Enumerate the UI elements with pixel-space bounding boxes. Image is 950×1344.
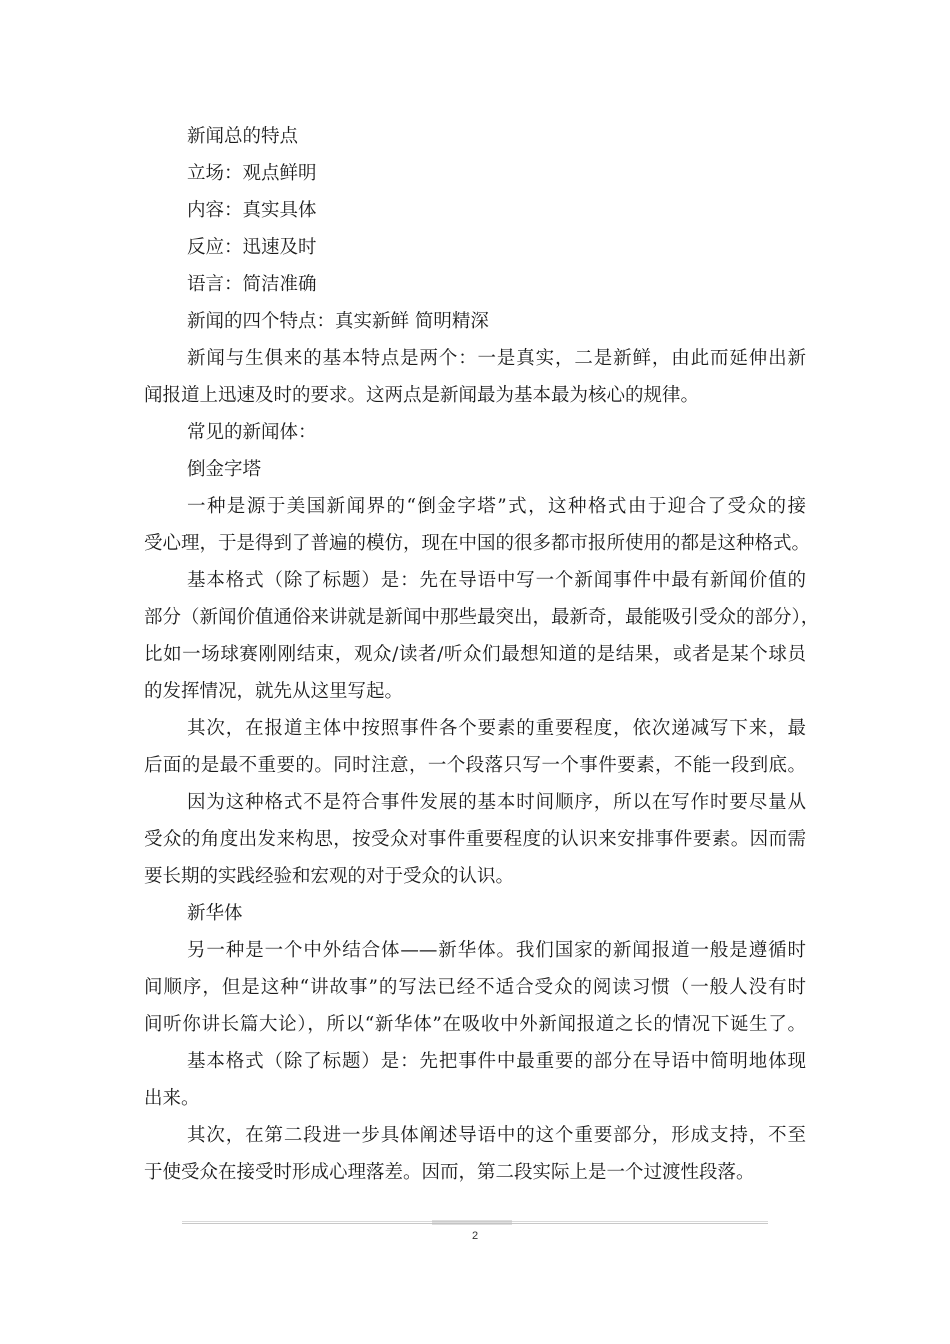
- paragraph-line: 比如一场球赛刚刚结束，观众/读者/听众们最想知道的是结果，或者是某个球员: [144, 644, 806, 665]
- heading-xinhua-style: 新华体: [187, 903, 243, 924]
- feature-stance: 立场：观点鲜明: [187, 163, 317, 184]
- paragraph-line: 其次，在报道主体中按照事件各个要素的重要程度，依次递减写下来，最: [187, 718, 806, 739]
- paragraph-line: 一种是源于美国新闻界的“倒金字塔”式，这种格式由于迎合了受众的接: [187, 496, 806, 517]
- heading-common-styles: 常见的新闻体：: [187, 422, 317, 443]
- footer-divider: [182, 1221, 768, 1224]
- paragraph-line: 闻报道上迅速及时的要求。这两点是新闻最为基本最为核心的规律。: [144, 385, 700, 406]
- footer-divider-accent: [432, 1220, 512, 1225]
- paragraph-line: 出来。: [144, 1088, 200, 1109]
- paragraph-line: 受众的角度出发来构思，按受众对事件重要程度的认识来安排事件要素。因而需: [144, 829, 806, 850]
- page-number: 2: [471, 1230, 479, 1242]
- document-body: [144, 118, 820, 1191]
- heading-news-features: 新闻总的特点: [187, 126, 299, 147]
- paragraph-line: 因为这种格式不是符合事件发展的基本时间顺序，所以在写作时要尽量从: [187, 792, 806, 813]
- heading-inverted-pyramid: 倒金字塔: [187, 459, 262, 480]
- paragraph-line: 受心理，于是得到了普遍的模仿，现在中国的很多都市报所使用的都是这种格式。: [144, 533, 811, 554]
- paragraph-line: 基本格式（除了标题）是：先把事件中最重要的部分在导语中简明地体现: [187, 1051, 806, 1072]
- feature-language: 语言：简洁准确: [187, 274, 317, 295]
- four-features-line: 新闻的四个特点：真实新鲜 简明精深: [187, 311, 489, 332]
- paragraph-line: 其次，在第二段进一步具体阐述导语中的这个重要部分，形成支持，不至: [187, 1125, 806, 1146]
- paragraph-line: 要长期的实践经验和宏观的对于受众的认识。: [144, 866, 515, 887]
- feature-content: 内容：真实具体: [187, 200, 317, 221]
- paragraph-line: 另一种是一个中外结合体——新华体。我们国家的新闻报道一般是遵循时: [187, 940, 806, 961]
- paragraph-line: 新闻与生俱来的基本特点是两个：一是真实，二是新鲜，由此而延伸出新: [187, 348, 806, 369]
- paragraph-line: 间顺序，但是这种“讲故事”的写法已经不适合受众的阅读习惯（一般人没有时: [144, 977, 806, 998]
- feature-response: 反应：迅速及时: [187, 237, 317, 258]
- paragraph-line: 间听你讲长篇大论），所以“新华体”在吸收中外新闻报道之长的情况下诞生了。: [144, 1014, 806, 1035]
- paragraph-line: 的发挥情况，就先从这里写起。: [144, 681, 404, 702]
- paragraph-line: 后面的是最不重要的。同时注意，一个段落只写一个事件要素，不能一段到底。: [144, 755, 806, 776]
- paragraph-line: 于使受众在接受时形成心理落差。因而，第二段实际上是一个过渡性段落。: [144, 1162, 755, 1183]
- paragraph-line: 基本格式（除了标题）是：先在导语中写一个新闻事件中最有新闻价值的: [187, 570, 806, 591]
- paragraph-line: 部分（新闻价值通俗来讲就是新闻中那些最突出，最新奇，最能吸引受众的部分），: [144, 607, 820, 628]
